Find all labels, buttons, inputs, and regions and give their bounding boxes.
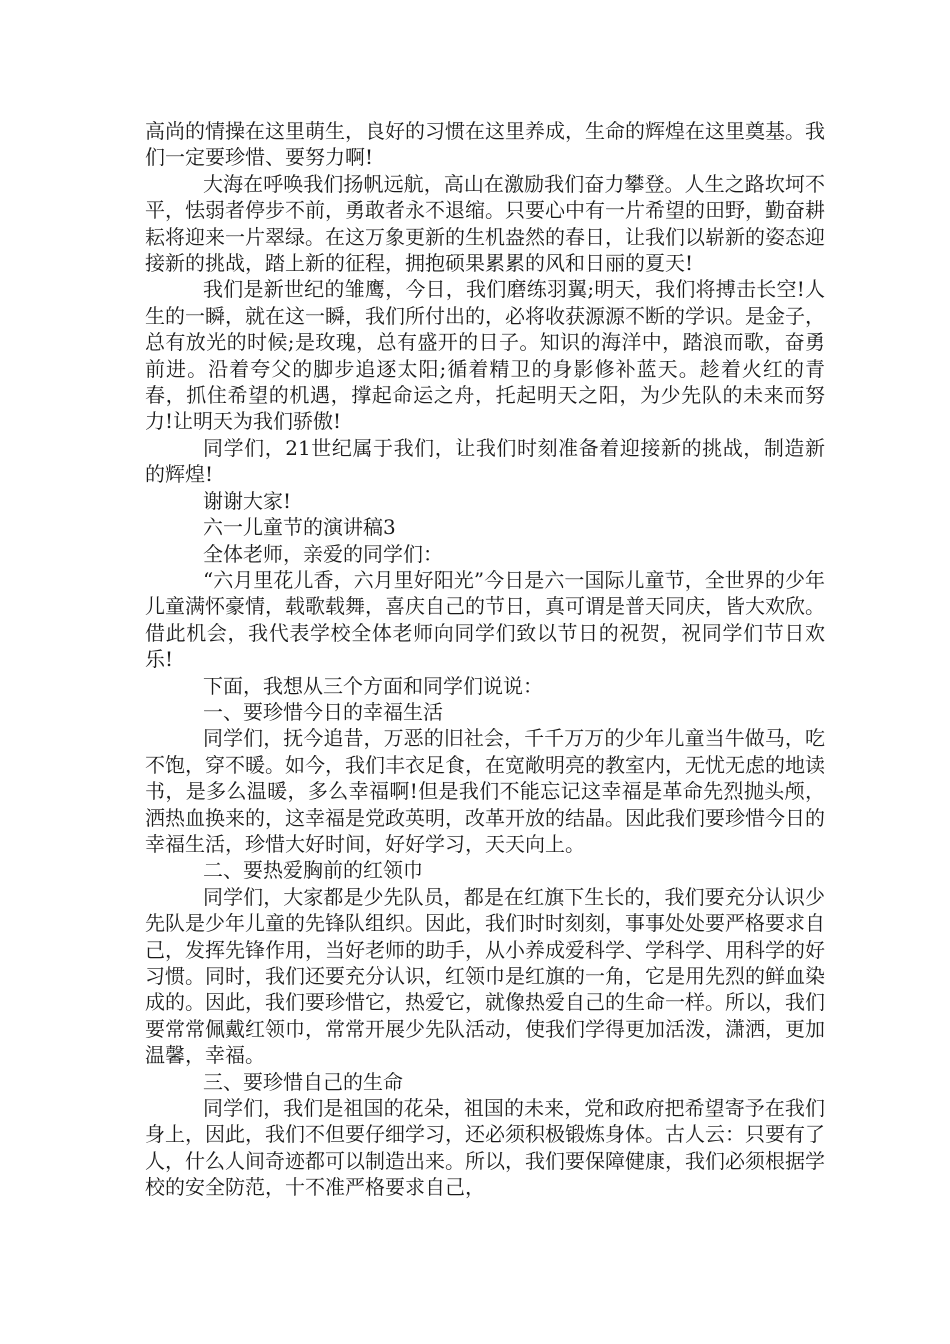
paragraph: 我们是新世纪的雏鹰，今日，我们磨练羽翼;明天，我们将搏击长空!人生的一瞬，就在这一瞬，我们所付出的，必将收获源源不断的学识。是金子，总有放光的时候;是玫瑰，总有盛开的日子。知识的海洋中，踏浪而歌，奋勇前进。沿着夸父的脚步追逐太阳;循着精卫的身影修补蓝天。趁着火红的青春，抓住希望的机遇，撑起命运之舟，托起明天之阳，为少先队的未来而努力!让明天为我们骄傲!: [145, 277, 825, 434]
paragraph: 大海在呼唤我们扬帆远航，高山在激励我们奋力攀登。人生之路坎坷不平，怯弱者停步不前，勇敢者永不退缩。只要心中有一片希望的田野，勤奋耕耘将迎来一片翠绿。在这万象更新的生机盎然的春日，让我们以崭新的姿态迎接新的挑战，踏上新的征程，拥抱硕果累累的风和日丽的夏天!: [145, 171, 825, 276]
salutation: 全体老师，亲爱的同学们：: [203, 541, 443, 566]
paragraph: 同学们，大家都是少先队员，都是在红旗下生长的，我们要充分认识少先队是少年儿童的先锋队组织。因此，我们时时刻刻，事事处处要严格要求自己，发挥先锋作用，当好老师的助手，从小养成爱科学、学科学、用科学的好习惯。同时，我们还要充分认识，红领巾是红旗的一角，它是用先烈的鲜血染成的。因此，我们要珍惜它，热爱它，就像热爱自己的生命一样。所以，我们要常常佩戴红领巾，常常开展少先队活动，使我们学得更加活泼，潇洒，更加温馨，幸福。: [145, 884, 825, 1068]
subheading: 二、要热爱胸前的红领巾: [203, 858, 423, 883]
document-body: [145, 118, 825, 1201]
paragraph: 谢谢大家!: [203, 488, 292, 513]
paragraph: 下面，我想从三个方面和同学们说说：: [203, 673, 543, 698]
section-heading: 六一儿童节的演讲稿3: [203, 515, 396, 540]
paragraph: 同学们，抚今追昔，万恶的旧社会，千千万万的少年儿童当牛做马，吃不饱，穿不暖。如今，我们丰衣足食，在宽敞明亮的教室内，无忧无虑的地读书，是多么温暖，多么幸福啊!但是我们不能忘记这幸福是革命先烈抛头颅，洒热血换来的，这幸福是党政英明，改革开放的结晶。因此我们要珍惜今日的幸福生活，珍惜大好时间，好好学习，天天向上。: [145, 726, 825, 856]
subheading: 三、要珍惜自己的生命: [203, 1069, 403, 1094]
paragraph: 同学们，21世纪属于我们，让我们时刻准备着迎接新的挑战，制造新的辉煌!: [145, 435, 825, 487]
subheading: 一、要珍惜今日的幸福生活: [203, 699, 443, 724]
paragraph: 高尚的情操在这里萌生，良好的习惯在这里养成，生命的辉煌在这里奠基。我们一定要珍惜、要努力啊!: [145, 119, 825, 170]
paragraph: “六月里花儿香，六月里好阳光”今日是六一国际儿童节，全世界的少年儿童满怀豪情，载歌载舞，喜庆自己的节日，真可谓是普天同庆，皆大欢欣。借此机会，我代表学校全体老师向同学们致以节日的祝贺，祝同学们节日欢乐!: [145, 567, 825, 672]
paragraph: 同学们，我们是祖国的花朵，祖国的未来，党和政府把希望寄予在我们身上，因此，我们不但要仔细学习，还必须积极锻炼身体。古人云：只要有了人，什么人间奇迹都可以制造出来。所以，我们要保障健康，我们必须根据学校的安全防范，十不准严格要求自己，: [145, 1096, 825, 1200]
